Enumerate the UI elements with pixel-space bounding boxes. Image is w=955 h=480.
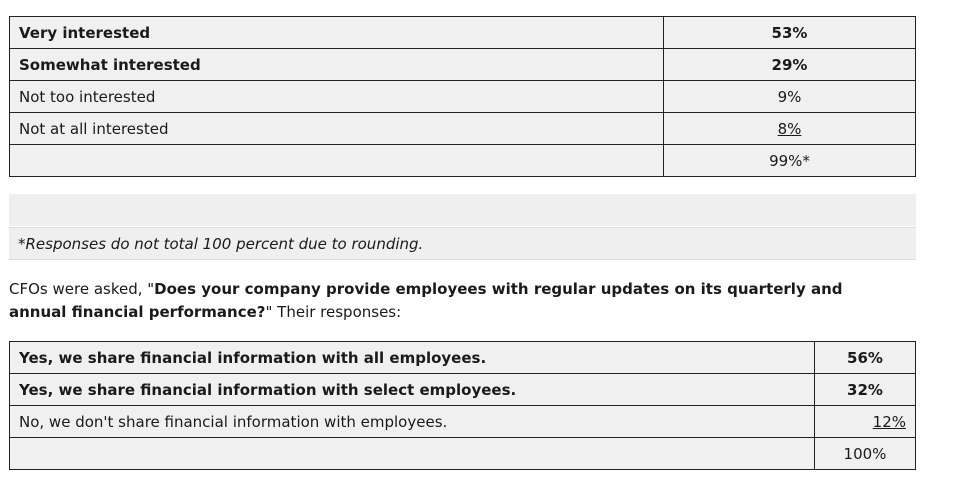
table-row [10,49,916,81]
row-value: 9% [664,81,916,113]
row-value: 29% [664,49,916,81]
row-value: 8% [777,119,802,138]
row-label: Not at all interested [10,113,664,145]
table-row [10,81,916,113]
total-value: 100% [815,438,916,470]
row-label: Yes, we share financial information with all employees. [10,342,815,374]
row-value: 32% [815,374,916,406]
row-label: No, we don't share financial information with employees. [10,406,815,438]
table-row [10,374,916,406]
table-row-total [10,145,916,177]
row-label [10,145,664,177]
table-row-total [10,438,916,470]
row-label: Somewhat interested [10,49,664,81]
total-value: 99%* [664,145,916,177]
sharing-table [9,341,916,470]
footnote: *Responses do not total 100 percent due to rounding. [9,227,916,260]
interest-table [9,16,916,177]
table-row [10,113,916,145]
row-value: 53% [664,17,916,49]
row-value: 12% [872,412,906,431]
survey-question-text [9,278,889,324]
table-row [10,342,916,374]
row-label: Yes, we share financial information with select employees. [10,374,815,406]
row-label: Not too interested [10,81,664,113]
survey-question: Does your company provide employees with regular updates on its quarterly and annual financial performance? [9,280,843,321]
spacer-band [9,194,916,226]
row-label: Very interested [10,17,664,49]
row-value: 56% [815,342,916,374]
table-row [10,17,916,49]
table-row [10,406,916,438]
intro-suffix: " Their responses: [265,303,402,321]
row-label [10,438,815,470]
intro-prefix: CFOs were asked, " [9,280,155,298]
